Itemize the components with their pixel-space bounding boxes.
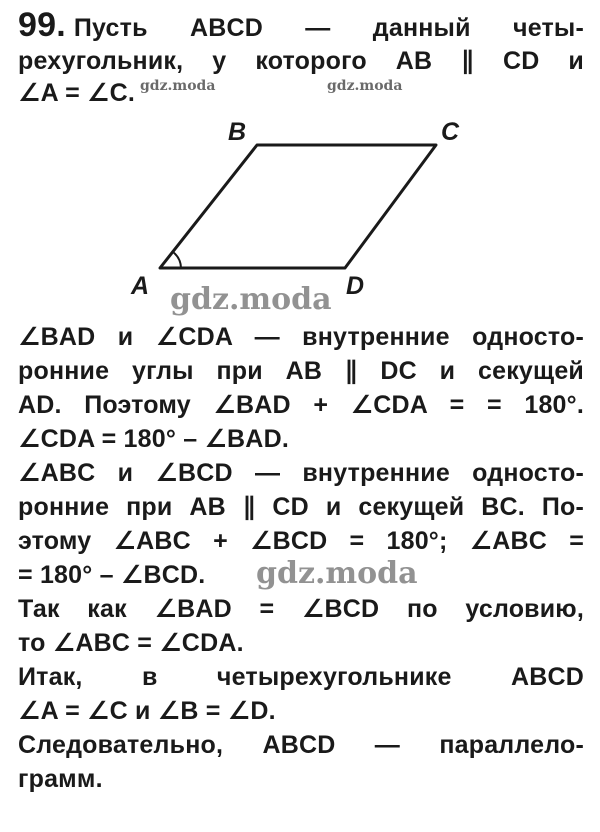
solution-line-8: = 180° – ∠BCD. [18,561,206,589]
vertex-label-a: A [131,272,150,300]
solution-line-1: ∠BAD и ∠CDA — внутренние односто- [18,323,584,351]
solution-line-9: Так как ∠BAD = ∠BCD по условию, [18,595,584,623]
solution-line-6: ронние при AB ∥ CD и секущей BC. По- [18,493,584,521]
watermark-large-2: gdz.moda [256,556,418,591]
parallelogram-figure [0,0,600,320]
problem-number: 99. [18,6,66,44]
solution-line-14: грамм. [18,765,103,793]
solution-line-12: ∠A = ∠C и ∠B = ∠D. [18,697,276,725]
vertex-label-c: C [441,118,460,146]
solution-line-11: Итак, в четырехугольнике ABCD [18,663,584,691]
angle-a-arc [173,252,181,268]
solution-line-2: ронние углы при AB ∥ DC и секущей [18,357,584,385]
solution-line-3: AD. Поэтому ∠BAD + ∠CDA = = 180°. [18,391,584,419]
problem-line-3: ∠A = ∠C. [18,79,136,107]
solution-line-13: Следовательно, ABCD — параллело- [18,731,584,759]
parallelogram-shape [160,145,436,268]
solution-line-5: ∠ABC и ∠BCD — внутренние односто- [18,459,584,487]
solution-line-7: этому ∠ABC + ∠BCD = 180°; ∠ABC = [18,527,584,555]
vertex-label-d: D [346,272,365,300]
solution-line-4: ∠CDA = 180° – ∠BAD. [18,425,289,453]
problem-line-2: рехугольник, у которого AB ∥ CD и [18,47,584,75]
vertex-label-b: B [228,118,247,146]
watermark-small-1: gdz.moda [140,78,216,94]
watermark-small-2: gdz.moda [327,78,403,94]
solution-line-10: то ∠ABC = ∠CDA. [18,629,244,657]
problem-text-1: Пусть ABCD — данный четы- [73,14,584,42]
watermark-large-1: gdz.moda [170,282,332,317]
